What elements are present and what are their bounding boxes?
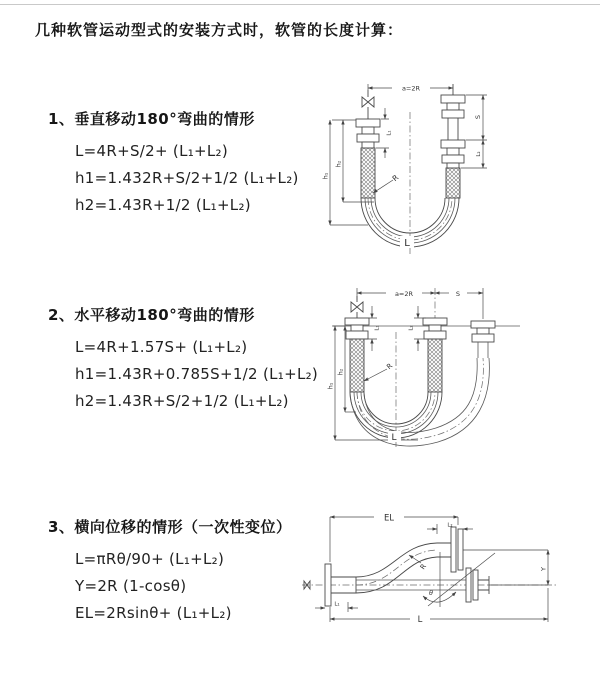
dim-label-s: S <box>455 289 461 298</box>
page-title: 几种软管运动型式的安装方式时，软管的长度计算： <box>35 21 404 39</box>
formula-EL: EL=2Rsinθ+ (L₁+L₂) <box>75 604 232 622</box>
dim-label-h2: h₂ <box>334 160 343 168</box>
formula-Y: Y=2R (1-cosθ) <box>75 577 187 595</box>
dim-label-y: Y <box>539 567 548 571</box>
middle-pipe-fitting <box>423 318 447 392</box>
dimension-a2r-s <box>357 288 483 319</box>
figure-horizontal-180-bend <box>300 283 560 458</box>
dim-label-l: L <box>404 238 410 249</box>
dim-label-a2r: a=2R <box>401 84 421 93</box>
dim-label-h1: h₁ <box>321 172 330 180</box>
page-top-rule <box>0 4 600 5</box>
moved-pipe-fitting <box>471 321 495 358</box>
figure-lateral-displacement <box>298 508 562 630</box>
dimension-l1 <box>315 602 358 613</box>
dim-label-l1: L₁ <box>374 325 381 331</box>
dimension-l1 <box>364 306 381 351</box>
formula-h1: h1=1.432R+S/2+1/2 (L₁+L₂) <box>75 169 299 187</box>
formula-L: L=4R+1.57S+ (L₁+L₂) <box>75 338 248 356</box>
dimension-l2 <box>409 306 429 351</box>
left-flange <box>325 564 356 606</box>
dim-label-l1: L₁ <box>386 130 393 136</box>
valve-icon <box>362 90 374 119</box>
dim-label-l2: L₂ <box>408 325 415 331</box>
section-3-heading: 3、横向位移的情形（一次性变位） <box>48 518 292 536</box>
dim-label-a2r: a=2R <box>394 289 414 298</box>
dimension-s-l2 <box>461 95 487 168</box>
figure-vertical-180-bend <box>300 70 560 265</box>
section-lateral-displacement <box>48 516 291 627</box>
dim-label-r: R <box>418 562 429 572</box>
dim-label-r: R <box>390 172 401 184</box>
dim-label-el: EL <box>383 513 395 524</box>
dimension-a2r <box>368 84 453 93</box>
braided-hose-section <box>446 168 460 198</box>
dim-label-r: R <box>385 361 395 372</box>
section-2-heading: 2、水平移动180°弯曲的情形 <box>48 306 255 324</box>
dimension-l <box>330 588 548 625</box>
upper-flange-displaced <box>437 527 463 572</box>
formula-L: L=πRθ/90+ (L₁+L₂) <box>75 550 225 568</box>
dim-label-theta: θ <box>429 589 433 597</box>
braided-hose-section <box>361 148 375 198</box>
section-vertical-movement <box>48 108 299 219</box>
formula-L: L=4R+S/2+ (L₁+L₂) <box>75 142 229 160</box>
formula-h1: h1=1.43R+0.785S+1/2 (L₁+L₂) <box>75 365 319 383</box>
dim-label-l: L <box>391 433 397 443</box>
dimension-el <box>330 514 458 563</box>
braided-hose-section <box>428 339 442 392</box>
section-horizontal-movement <box>48 304 318 415</box>
dim-label-l2: L₂ <box>476 151 482 157</box>
dim-label-s: S <box>474 114 482 120</box>
section-1-heading: 1、垂直移动180°弯曲的情形 <box>48 110 255 128</box>
dim-label-h2: h₂ <box>336 368 345 376</box>
braided-hose-section <box>350 339 364 392</box>
formula-h2: h2=1.43R+S/2+1/2 (L₁+L₂) <box>75 392 289 410</box>
dimension-l1 <box>376 108 393 158</box>
left-pipe-fitting <box>356 119 380 198</box>
dimension-l2 <box>427 523 473 535</box>
radius-leader <box>373 173 400 193</box>
dim-label-l: L <box>417 615 423 625</box>
dim-label-l1: L₁ <box>334 601 340 608</box>
right-pipe-fitting <box>441 84 465 198</box>
radius-leader <box>364 362 394 381</box>
dim-label-h1: h₁ <box>326 382 335 390</box>
left-pipe-fitting <box>345 318 369 392</box>
u-hose-shifted <box>350 358 489 446</box>
dim-label-l2: L₂ <box>447 522 453 529</box>
formula-h2: h2=1.43R+1/2 (L₁+L₂) <box>75 196 251 214</box>
